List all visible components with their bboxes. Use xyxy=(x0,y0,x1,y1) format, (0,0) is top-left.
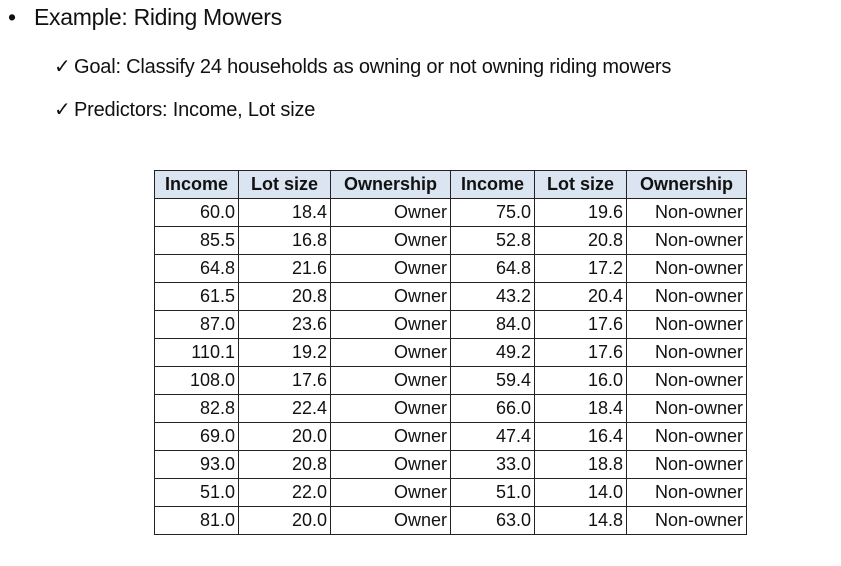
table-cell: 93.0 xyxy=(155,451,239,479)
table-cell: 18.4 xyxy=(239,199,331,227)
table-row xyxy=(155,507,747,535)
table-cell: Non-owner xyxy=(627,367,747,395)
table-cell: 84.0 xyxy=(451,311,535,339)
table-header-row xyxy=(155,171,747,199)
table-cell: 43.2 xyxy=(451,283,535,311)
table-cell: 22.0 xyxy=(239,479,331,507)
checkmark-icon: ✓ xyxy=(54,99,71,121)
table-cell: 66.0 xyxy=(451,395,535,423)
table-cell: Owner xyxy=(331,451,451,479)
table-cell: 17.6 xyxy=(239,367,331,395)
table-cell: 17.6 xyxy=(535,339,627,367)
subpoint-predictors xyxy=(54,97,315,122)
table-cell: 47.4 xyxy=(451,423,535,451)
table-cell: 85.5 xyxy=(155,227,239,255)
table-cell: Non-owner xyxy=(627,507,747,535)
table-cell: Owner xyxy=(331,255,451,283)
table-cell: 19.2 xyxy=(239,339,331,367)
table-cell: 108.0 xyxy=(155,367,239,395)
table-cell: Non-owner xyxy=(627,451,747,479)
header-cell: Lot size xyxy=(239,171,331,199)
table-cell: 16.4 xyxy=(535,423,627,451)
header-cell: Lot size xyxy=(535,171,627,199)
table-cell: Owner xyxy=(331,507,451,535)
table-cell: Non-owner xyxy=(627,339,747,367)
table-cell: 20.8 xyxy=(239,451,331,479)
table-row xyxy=(155,283,747,311)
subpoint-predictors-text: Predictors: Income, Lot size xyxy=(74,99,316,121)
riding-mowers-table xyxy=(154,170,747,535)
table-cell: 52.8 xyxy=(451,227,535,255)
table-cell: 14.8 xyxy=(535,507,627,535)
table-cell: Non-owner xyxy=(627,199,747,227)
table-cell: Owner xyxy=(331,283,451,311)
table-cell: 20.4 xyxy=(535,283,627,311)
table-cell: 20.0 xyxy=(239,423,331,451)
table-cell: 19.6 xyxy=(535,199,627,227)
table-cell: Owner xyxy=(331,311,451,339)
table-row xyxy=(155,339,747,367)
table-row xyxy=(155,255,747,283)
header-cell: Ownership xyxy=(627,171,747,199)
table-cell: Non-owner xyxy=(627,311,747,339)
table-cell: Non-owner xyxy=(627,283,747,311)
table-cell: Owner xyxy=(331,395,451,423)
table-cell: 14.0 xyxy=(535,479,627,507)
header-cell: Income xyxy=(155,171,239,199)
main-bullet-text: Example: Riding Mowers xyxy=(34,4,282,30)
table-cell: 33.0 xyxy=(451,451,535,479)
table-row xyxy=(155,199,747,227)
table-cell: 51.0 xyxy=(155,479,239,507)
bullet-dot: • xyxy=(8,4,16,30)
table-cell: 87.0 xyxy=(155,311,239,339)
table-cell: 18.8 xyxy=(535,451,627,479)
table-cell: Non-owner xyxy=(627,423,747,451)
checkmark-icon: ✓ xyxy=(54,56,71,78)
table-cell: 20.8 xyxy=(535,227,627,255)
table-cell: 49.2 xyxy=(451,339,535,367)
table-cell: 17.2 xyxy=(535,255,627,283)
table-cell: 51.0 xyxy=(451,479,535,507)
table-cell: 21.6 xyxy=(239,255,331,283)
table-cell: Non-owner xyxy=(627,255,747,283)
table-cell: 20.0 xyxy=(239,507,331,535)
table-cell: 60.0 xyxy=(155,199,239,227)
table-row xyxy=(155,311,747,339)
table-cell: 16.0 xyxy=(535,367,627,395)
table-cell: Owner xyxy=(331,479,451,507)
table-cell: Owner xyxy=(331,199,451,227)
table-cell: 75.0 xyxy=(451,199,535,227)
table-row xyxy=(155,423,747,451)
table-cell: 110.1 xyxy=(155,339,239,367)
table-row xyxy=(155,479,747,507)
table-cell: 59.4 xyxy=(451,367,535,395)
table-row xyxy=(155,395,747,423)
main-bullet xyxy=(8,4,282,31)
table-row xyxy=(155,451,747,479)
table-row xyxy=(155,227,747,255)
table-cell: Non-owner xyxy=(627,395,747,423)
table-cell: Owner xyxy=(331,423,451,451)
table-cell: 22.4 xyxy=(239,395,331,423)
subpoint-goal xyxy=(54,54,671,79)
table-cell: Non-owner xyxy=(627,479,747,507)
table-cell: 23.6 xyxy=(239,311,331,339)
table-cell: Owner xyxy=(331,227,451,255)
table-cell: 20.8 xyxy=(239,283,331,311)
table-row xyxy=(155,367,747,395)
table-cell: 17.6 xyxy=(535,311,627,339)
table-cell: Owner xyxy=(331,339,451,367)
table-cell: Non-owner xyxy=(627,227,747,255)
table-cell: Owner xyxy=(331,367,451,395)
table-cell: 69.0 xyxy=(155,423,239,451)
table-cell: 81.0 xyxy=(155,507,239,535)
subpoint-goal-text: Goal: Classify 24 households as owning or not owning riding mowers xyxy=(74,56,672,78)
header-cell: Income xyxy=(451,171,535,199)
header-cell: Ownership xyxy=(331,171,451,199)
table-cell: 82.8 xyxy=(155,395,239,423)
table-cell: 64.8 xyxy=(451,255,535,283)
table-cell: 63.0 xyxy=(451,507,535,535)
table-cell: 61.5 xyxy=(155,283,239,311)
table-cell: 64.8 xyxy=(155,255,239,283)
table-cell: 16.8 xyxy=(239,227,331,255)
table-cell: 18.4 xyxy=(535,395,627,423)
